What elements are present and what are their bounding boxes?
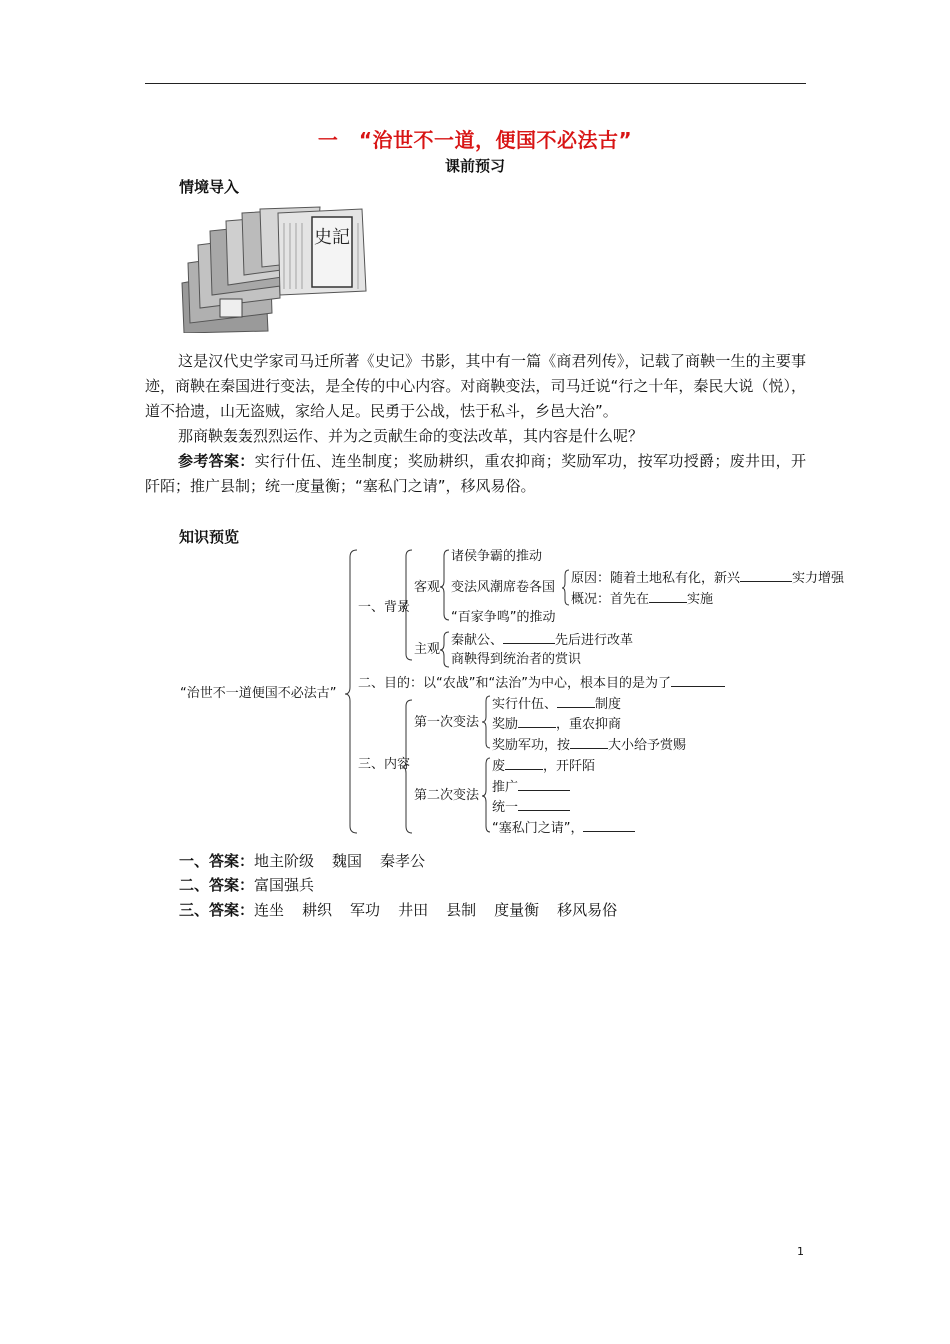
mindmap-objective-2: 变法风潮席卷各国 <box>451 580 556 595</box>
mindmap-overview: 概况：首先在 实施 <box>571 592 714 607</box>
answer-row-3: 三、答案：连坐 耕织 军功 井田 县制 度量衡 移风易俗 <box>179 901 618 919</box>
mindmap-content: 三、内容 <box>358 757 411 772</box>
blank <box>557 695 595 708</box>
intro-paragraph-2: 那商鞅轰轰烈烈运作、并为之贡献生命的变法改革，其内容是什么呢？ <box>178 427 644 445</box>
blank <box>583 819 635 832</box>
blank <box>649 590 687 603</box>
intro-paragraph-1: 这是汉代史学家司马迁所著《史记》书影，其中有一篇《商君列传》，记载了商鞅一生的主要事迹，商鞅在秦国进行变法，是全传的中心内容。对商鞅变法，司马迁说“行之十年，秦民大说（悦），道不拾遗，山无盗贼，家给人足。民勇于公战，怯于私斗，乡邑大治”。 <box>145 352 806 420</box>
answer-row-2: 二、答案：富国强兵 <box>179 876 315 894</box>
mindmap-objective-3: “百家争鸣”的推动 <box>451 610 556 625</box>
intro-answer <box>145 449 806 499</box>
mindmap-first-reform: 第一次变法 <box>414 715 480 730</box>
mindmap-background: 一、背景 <box>358 600 411 615</box>
blank <box>518 798 570 811</box>
blank <box>570 736 608 749</box>
page-title: 一 “治世不一道，便国不必法古” <box>317 128 633 152</box>
answer-row-1: 一、答案：地主阶级 魏国 秦孝公 <box>179 852 426 870</box>
mindmap-second-2: 推广 <box>492 778 570 796</box>
blank <box>740 569 792 582</box>
answer-label: 参考答案： <box>178 452 255 470</box>
blank <box>503 631 555 644</box>
mindmap-first-3: 奖励军功，按 大小给予赏赐 <box>492 738 687 753</box>
mindmap-second-reform: 第二次变法 <box>414 788 480 803</box>
section-heading-preview: 知识预览 <box>179 528 240 546</box>
header-rule <box>145 83 806 84</box>
mindmap-subjective-2: 商鞅得到统治者的赏识 <box>451 652 582 667</box>
mindmap-first-2: 奖励 ，重农抑商 <box>492 717 622 732</box>
mindmap-objective-1: 诸侯争霸的推动 <box>451 549 543 564</box>
page-number: 1 <box>797 1245 804 1258</box>
blank <box>671 674 725 687</box>
shiji-book-photo <box>180 203 370 333</box>
mindmap-root: “治世不一道便国不必法古” <box>180 686 337 701</box>
mindmap-subjective: 主观 <box>414 642 441 657</box>
mindmap-second-1: 废 ，开阡陌 <box>492 759 596 774</box>
mindmap-first-1: 实行什伍、 制度 <box>492 697 622 712</box>
mindmap-objective: 客观 <box>414 580 441 595</box>
section-heading-intro: 情境导入 <box>179 178 240 196</box>
book-title-text: 史記 <box>314 227 350 248</box>
mindmap-subjective-1: 秦献公、 先后进行改革 <box>451 633 634 648</box>
page-subtitle: 课前预习 <box>444 157 505 175</box>
answer-text: 实行什伍、连坐制度；奖励耕织，重农抑商；奖励军功，按军功授爵；废井田，开阡陌；推广县制；统一度量衡；“塞私门之请”，移风易俗。 <box>145 452 806 495</box>
mindmap-second-4: “塞私门之请”， <box>492 819 635 837</box>
mindmap-second-3: 统一 <box>492 798 570 816</box>
blank <box>518 778 570 791</box>
blank <box>518 715 556 728</box>
blank <box>505 757 543 770</box>
mindmap-reason: 原因：随着土地私有化，新兴 实力增强 <box>571 571 845 586</box>
mindmap-purpose: 二、目的：以“农战”和“法治”为中心，根本目的是为了 <box>358 674 725 692</box>
